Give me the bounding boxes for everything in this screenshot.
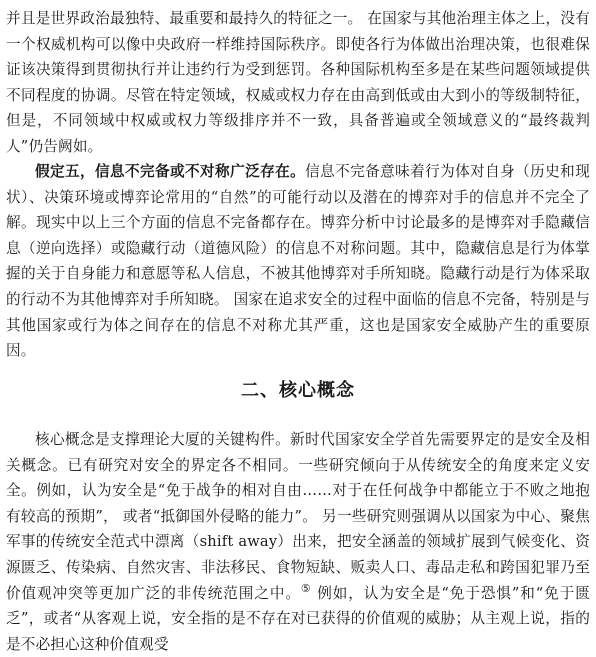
footnote-marker: ⑤ [300, 581, 312, 595]
paragraph-2 [6, 159, 590, 364]
paragraph-1-text: 并且是世界政治最独特、最重要和最持久的特征之一。 在国家与其他治理主体之上，没有一个权威机构可以像中央政府一样维持国际秩序。即使各行为体做出治理决策，也很难保证该决策得到贯彻执行并让违约行为受到惩罚。各种国际机构至多是在某些问题领域提供不同程度的协调。尽管在特定领域，权威或权力存在由高到低或由大到小的等级制特征，但是，不同领域中权威或权力等级排序并不一致，具备普遍或全领域意义的“最终裁判人”仍告阙如。 [6, 10, 590, 155]
paragraph-3 [6, 427, 590, 657]
paragraph-3-text-after-note: 例如，认为安全是“免于恐惧”和“免于匮乏”，或者“从客观上说，安全指的是不存在对已获得的价值观的威胁；从主观上说，指的是不必担心这种价值观受 [6, 584, 591, 653]
section-heading: 二、核心概念 [241, 380, 355, 401]
assumption-five-lead: 假定五，信息不完备或不对称广泛存在。 [35, 163, 306, 180]
paragraph-1 [6, 6, 590, 160]
paragraph-3-text-before-note: 核心概念是支撑理论大厦的关键构件。新时代国家安全学首先需要界定的是安全及相关概念。已有研究对安全的界定各不相同。一些研究倾向于从传统安全的角度来定义安全。例如，认为安全是“免于战争的相对自由……对于在任何战争中都能立于不败之地抱有较高的预期”， 或者“抵御国外侵略的能力”。 另一些研究则强调从以国家为中心、聚焦军事的传统安全范式中漂离（shift away）出来，把安全涵盖的领域扩展到气候变化、资源匮乏、传染病、自然灾害、非法移民、食物短缺、贩卖人口、毒品走私和跨国犯罪乃至价值观冲突等更加广泛的非传统范围之中。 [6, 431, 590, 602]
paragraph-2-text: 信息不完备意味着行为体对自身（历史和现状）、决策环境或博弈论常用的“自然”的可能行动以及潜在的博弈对手的信息并不完全了解。现实中以上三个方面的信息不完备都存在。博弈分析中讨论最多的是博弈对手隐藏信息（逆向选择）或隐藏行动（道德风险）的信息不对称问题。其中，隐藏信息是行为体掌握的关于自身能力和意愿等私人信息，不被其他博弈对手所知晓。隐藏行动是行为体采取的行动不为其他博弈对手所知晓。 国家在追求安全的过程中面临的信息不完备，特别是与其他国家或行为体之间存在的信息不对称尤其严重，这也是国家安全威胁产生的重要原因。 [6, 163, 590, 360]
